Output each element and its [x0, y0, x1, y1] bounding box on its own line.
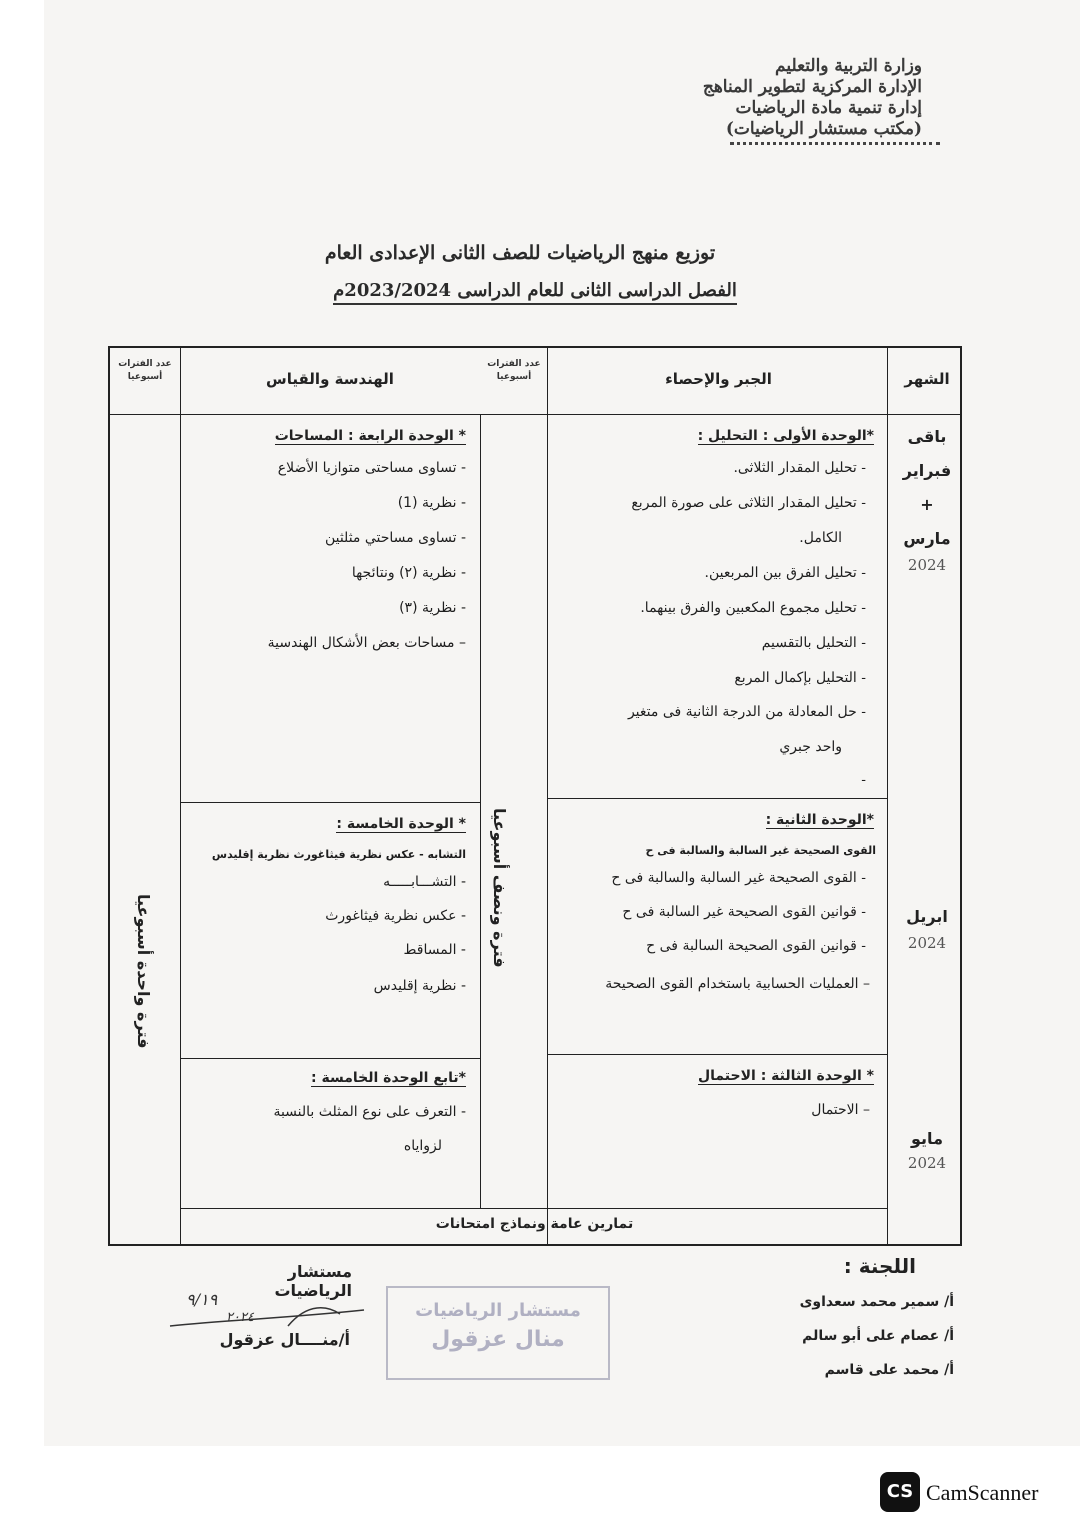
ministry-header [682, 56, 922, 145]
unit-item: – العمليات الحسابية باستخدام القوى الصحيحة [605, 976, 870, 992]
unit-item: – الاحتمال [811, 1102, 870, 1118]
unit-item: - التحليل بالتقسيم [761, 635, 866, 651]
month-line: مارس [903, 529, 951, 548]
table-footer: تمارين عامة ونماذج امتحانات [435, 1216, 634, 1232]
unit-item: - نظرية إقليدس [373, 978, 466, 994]
table-divider [547, 798, 887, 799]
ministry-line: الإدارة المركزية لتطوير المناهج [702, 77, 922, 97]
unit-item: - حل المعادلة من الدرجة الثانية فى متغير [627, 704, 866, 720]
table-divider [180, 1058, 480, 1059]
month-year: 2024 [907, 1154, 947, 1172]
table-divider [547, 348, 548, 1244]
unit-item: - نظرية (٢) ونتائجها [351, 565, 466, 581]
unit-subtitle: القوى الصحيحة غير السالبة والسالبة فى ح [645, 844, 876, 857]
month-line: مايو [911, 1129, 943, 1148]
unit-item: - نظرية (1) [397, 495, 466, 511]
table-divider [180, 348, 181, 1244]
ministry-line: إدارة تنمية مادة الرياضيات [735, 98, 922, 118]
month-year: 2024 [907, 934, 947, 952]
handwritten-date: ٩/١٩ [186, 1290, 218, 1309]
table-divider [110, 414, 960, 415]
unit-title: *الوحدة الأولى : التحليل : [697, 428, 874, 444]
committee-member: أ/ عصام على أبو سالم [802, 1328, 954, 1344]
unit-item: - تحليل مجموع المكعبين والفرق بينهما. [640, 600, 866, 616]
document-title: توزيع منهج الرياضيات للصف الثانى الإعدادى العام [324, 242, 716, 264]
unit-item: - التشـــابـــــه [383, 874, 466, 890]
unit-item: واحد جبري [779, 739, 842, 755]
unit-item: - عكس نظرية فيثاغورث [325, 908, 466, 924]
unit-item: - [861, 772, 866, 788]
table-divider [547, 1054, 887, 1055]
periods-geometry: فترة واحدة أسبوعيا [134, 893, 153, 1048]
advisor-name: أ/منــــال عزقول [219, 1330, 350, 1349]
table-divider [887, 348, 888, 1244]
month-line: باقى [907, 427, 947, 446]
month-cell [890, 420, 964, 556]
committee-member: أ/ سمير محمد سعداوى [799, 1294, 954, 1310]
header-geometry: الهندسة والقياس [266, 370, 394, 388]
unit-title: *الوحدة الثانية : [765, 812, 874, 828]
table-divider [480, 414, 481, 1208]
unit-item: - التحليل بإكمال المربع [734, 670, 866, 686]
unit-item: - تساوى مساحتى متوازيا الأضلاع [277, 460, 466, 476]
unit-subtitle: التشابه - عكس نظرية فيثاغورث نظرية إقليدس [211, 848, 466, 861]
unit-item: - القوى الصحيحة غير السالبة والسالبة فى ح [611, 870, 866, 886]
header-algebra: الجبر والإحصاء [665, 370, 772, 388]
advisor-title: مستشار الرياضيات [274, 1262, 352, 1300]
unit-item: - نظرية (٣) [399, 600, 466, 616]
handwritten-year: ٢٠٢٤ [226, 1310, 254, 1325]
month-line: + [920, 495, 934, 514]
unit-title: * الوحدة الرابعة : المساحات [274, 428, 466, 444]
table-divider [180, 1208, 887, 1209]
header-periods: عدد الفترات أسبوعيا [487, 359, 541, 382]
month-year: 2024 [907, 556, 947, 574]
periods-algebra: فترة ونصف أسبوعيا [490, 808, 509, 968]
month-line: ابريل [906, 907, 948, 926]
unit-item: – مساحات بعض الأشكال الهندسية [267, 635, 466, 651]
month-cell [890, 1122, 964, 1156]
table-divider [180, 802, 480, 803]
official-stamp [386, 1286, 610, 1380]
month-line: فبراير [902, 461, 952, 480]
committee-title: اللجنة : [843, 1254, 916, 1278]
unit-item: - تساوى مساحتي مثلثين [324, 530, 466, 546]
signature-stroke [168, 1296, 368, 1336]
unit-item: - قوانين القوى الصحيحة غير السالبة فى ح [622, 904, 866, 920]
camscanner-text: CamScanner [926, 1480, 1039, 1505]
curriculum-table [108, 346, 962, 1246]
stamp-line: منال عزقول [431, 1327, 565, 1352]
dotted-divider [730, 142, 940, 145]
header-periods: عدد الفترات أسبوعيا [118, 359, 172, 382]
unit-item: - تحليل المقدار الثلاثى. [733, 460, 866, 476]
unit-item: لزواياه [403, 1138, 442, 1154]
camscanner-logo: CS [880, 1472, 920, 1512]
unit-item: - التعرف على نوع المثلث بالنسبة [273, 1104, 466, 1120]
month-cell [890, 900, 964, 934]
unit-title: * الوحدة الثالثة : الاحتمال [698, 1068, 874, 1084]
ministry-line: (مكتب مستشار الرياضيات) [725, 119, 922, 139]
unit-item: الكامل. [799, 530, 842, 546]
unit-item: - المساقط [403, 942, 466, 958]
unit-item: - تحليل المقدار الثلاثى على صورة المربع [631, 495, 866, 511]
unit-title: * الوحدة الخامسة : [336, 816, 466, 832]
committee-member: أ/ محمد على قاسم [824, 1362, 954, 1378]
header-month: الشهر [904, 370, 950, 388]
document-subtitle: الفصل الدراسى الثانى للعام الدراسى 2023/2024م [330, 280, 740, 301]
stamp-line: مستشار الرياضيات [415, 1300, 581, 1321]
unit-item: - تحليل الفرق بين المربعين. [704, 565, 866, 581]
unit-title: *تابع الوحدة الخامسة : [311, 1070, 466, 1086]
unit-item: - قوانين القوى الصحيحة السالبة فى ح [646, 938, 866, 954]
ministry-line: وزارة التربية والتعليم [775, 56, 922, 76]
